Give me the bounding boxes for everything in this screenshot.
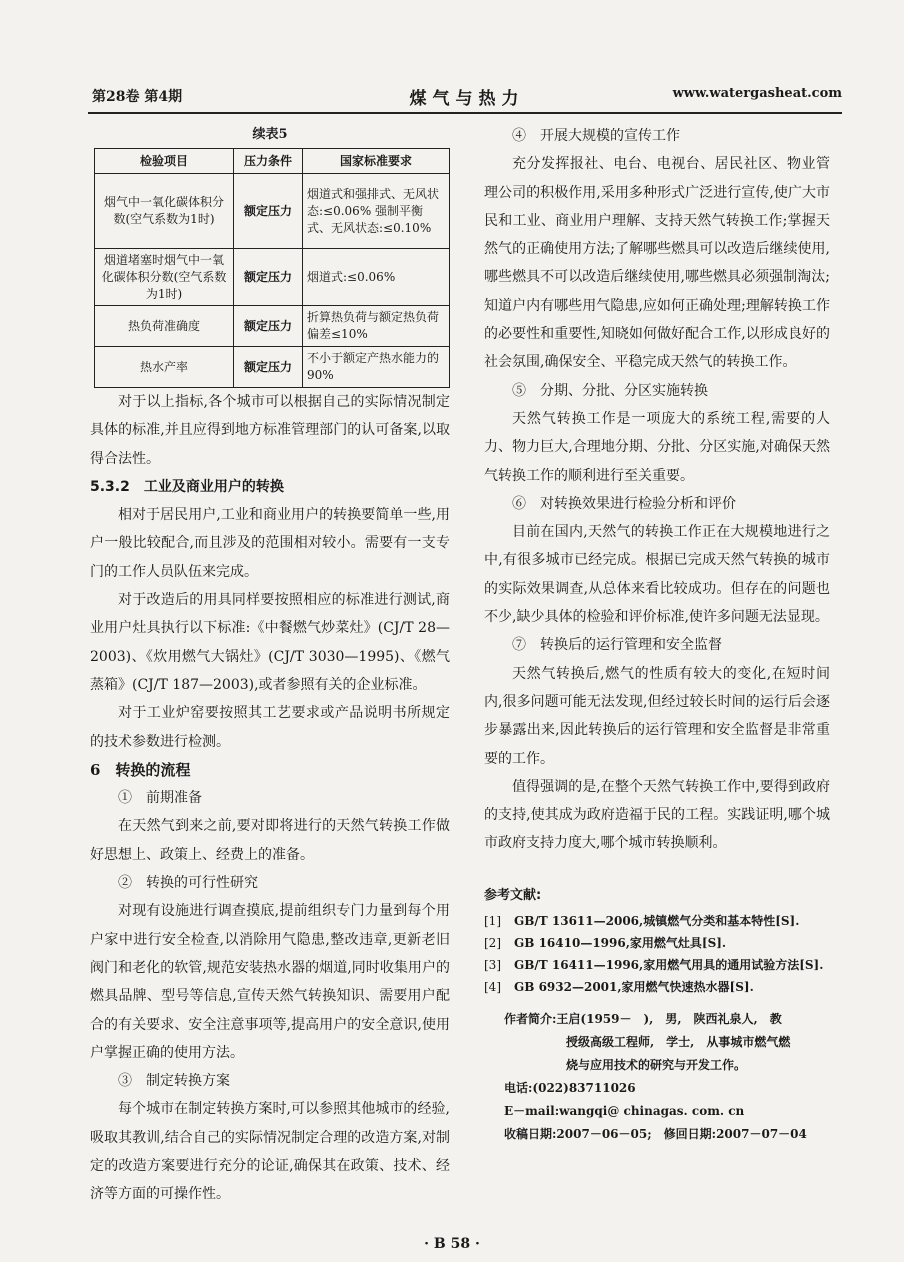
subsection-heading: ② 转换的可行性研究	[118, 875, 258, 892]
paragraph: 在天然气到来之前,要对即将进行的天然气转换工作做好思想上、政策上、经费上的准备。	[90, 818, 450, 863]
table-header-row	[95, 149, 450, 174]
table-cell-req: 烟道式和强排式、无风状态:≤0.06% 强制平衡式、无风状态:≤0.10%	[303, 174, 450, 249]
table-header-cell: 检验项目	[95, 149, 234, 174]
paragraph: 对于工业炉窑要按照其工艺要求或产品说明书所规定的技术参数进行检测。	[90, 705, 450, 750]
paragraph: 天然气转换后,燃气的性质有较大的变化,在短时间内,很多问题可能无法发现,但经过较长时间的运行后会逐步暴露出来,因此转换后的运行管理和安全监督是非常重要的工作。	[484, 665, 830, 767]
volume-issue: 第28卷 第4期	[92, 89, 183, 105]
reference-item: [3] GB/T 16411—1996,家用燃气用具的通用试验方法[S].	[484, 958, 824, 973]
table-caption: 续表5	[252, 127, 288, 142]
subsection-heading: ① 前期准备	[118, 790, 202, 807]
table-cell-pressure: 额定压力	[234, 249, 303, 306]
page-header	[92, 86, 842, 108]
table-row	[95, 347, 450, 388]
references-title: 参考文献:	[484, 887, 542, 903]
paragraph: 相对于居民用户,工业和商业用户的转换要简单一些,用户一般比较配合,而且涉及的范围相对较小。需要有一支专门的工作人员队伍来完成。	[90, 507, 450, 580]
paragraph: 对于改造后的用具同样要按照相应的标准进行测试,商业用户灶具执行以下标准:《中餐燃气炒菜灶》(CJ/T 28—2003)、《炊用燃气大锅灶》(CJ/T 3030—1995)、《燃气蒸箱》(CJ/T 187—2003),或者参照有关的企业标准。	[90, 592, 450, 693]
paragraph: 每个城市在制定转换方案时,可以参照其他城市的经验,吸取其教训,结合自己的实际情况制定合理的改造方案,对制定的改造方案要进行充分的论证,确保其在政策、技术、经济等方面的可操作性。	[90, 1101, 450, 1203]
subsection-heading: ⑤ 分期、分批、分区实施转换	[512, 382, 708, 399]
left-column	[90, 122, 450, 1209]
paragraph: 值得强调的是,在整个天然气转换工作中,要得到政府的支持,使其成为政府造福于民的工程。实践证明,哪个城市政府支持力度大,哪个城市转换顺利。	[484, 778, 830, 852]
author-line: 作者简介:王启(1959－ ), 男, 陕西礼泉人, 教	[504, 1012, 782, 1027]
table-row	[95, 249, 450, 306]
paragraph: 对于以上指标,各个城市可以根据自己的实际情况制定具体的标准,并且应得到地方标准管理部门的认可备案,以取得合法性。	[90, 394, 450, 467]
journal-title: 煤气与热力	[409, 89, 525, 109]
author-line: 授级高级工程师, 学士, 从事城市燃气燃	[566, 1035, 791, 1050]
paragraph: 充分发挥报社、电台、电视台、居民社区、物业管理公司的积极作用,采用多种形式广泛进行宣传,使广大市民和工业、商业用户理解、支持天然气转换工作;掌握天然气的正确使用方法;了解哪些燃具可以改造后继续使用,哪些燃具不可以改造后继续使用,哪些燃具必须强制淘汰;知道户内有哪些用气隐患,应如何正确处理;理解转换工作的必要性和重要性,知晓如何做好配合工作,以形成良好的社会氛围,确保安全、平稳完成天然气的转换工作。	[484, 156, 830, 371]
subsection-heading: ③ 制定转换方案	[118, 1073, 230, 1090]
author-info	[484, 1008, 830, 1146]
page-number: · B 58 ·	[424, 1236, 480, 1252]
subsection-heading: ⑦ 转换后的运行管理和安全监督	[512, 637, 722, 654]
subsection-heading: ⑥ 对转换效果进行检验分析和评价	[512, 495, 736, 512]
reference-item: [2] GB 16410—1996,家用燃气灶具[S].	[484, 936, 727, 951]
table-cell-req: 折算热负荷与额定热负荷偏差≤10%	[303, 306, 450, 347]
subsection-heading: ④ 开展大规模的宣传工作	[512, 128, 680, 144]
table-header-cell: 压力条件	[234, 149, 303, 174]
table-cell-pressure: 额定压力	[234, 306, 303, 347]
standards-table	[94, 148, 450, 388]
table-cell-item: 烟气中一氧化碳体积分数(空气系数为1时)	[95, 174, 234, 249]
section-heading-5-3-2: 5.3.2 工业及商业用户的转换	[90, 478, 284, 495]
table-row	[95, 306, 450, 347]
paragraph: 目前在国内,天然气的转换工作正在大规模地进行之中,有很多城市已经完成。根据已完成天然气转换的城市的实际效果调查,从总体来看比较成功。但存在的问题也不少,缺少具体的检验和评价标准,使许多问题无法显现。	[484, 524, 830, 626]
table-cell-pressure: 额定压力	[234, 347, 303, 388]
table-cell-pressure: 额定压力	[234, 174, 303, 249]
author-line: 烧与应用技术的研究与开发工作。	[566, 1058, 747, 1073]
table-header-cell: 国家标准要求	[303, 149, 450, 174]
reference-item: [1] GB/T 13611—2006,城镇燃气分类和基本特性[S].	[484, 914, 800, 929]
received-dates: 收稿日期:2007－06－05; 修回日期:2007－07－04	[504, 1127, 807, 1142]
header-rule	[88, 112, 842, 114]
author-email[interactable]: E－mail:wangqi@ chinagas. com. cn	[504, 1104, 745, 1119]
right-column	[484, 122, 830, 1146]
table-cell-item: 热水产率	[95, 347, 234, 388]
paragraph: 天然气转换工作是一项庞大的系统工程,需要的人力、物力巨大,合理地分期、分批、分区实施,对确保天然气转换工作的顺利进行至关重要。	[484, 410, 830, 484]
section-heading-6: 6 转换的流程	[90, 760, 191, 779]
author-phone: 电话:(022)83711026	[504, 1081, 636, 1096]
table-cell-item: 烟道堵塞时烟气中一氧化碳体积分数(空气系数为1时)	[95, 249, 234, 306]
table-cell-item: 热负荷准确度	[95, 306, 234, 347]
references-list	[484, 910, 830, 998]
paragraph: 对现有设施进行调查摸底,提前组织专门力量到每个用户家中进行安全检查,以消除用气隐患,整改违章,更新老旧阀门和老化的软管,规范安装热水器的烟道,同时收集用户的燃具品牌、型号等信息,宣传天然气转换知识、需要用户配合的有关要求、安全注意事项等,提高用户的安全意识,使用户掌握正确的使用方法。	[90, 903, 450, 1061]
table-row	[95, 174, 450, 249]
table-cell-req: 不小于额定产热水能力的90%	[303, 347, 450, 388]
reference-item: [4] GB 6932—2001,家用燃气快速热水器[S].	[484, 980, 754, 995]
table-cell-req: 烟道式:≤0.06%	[303, 249, 450, 306]
journal-website[interactable]: www.watergasheat.com	[672, 86, 842, 101]
